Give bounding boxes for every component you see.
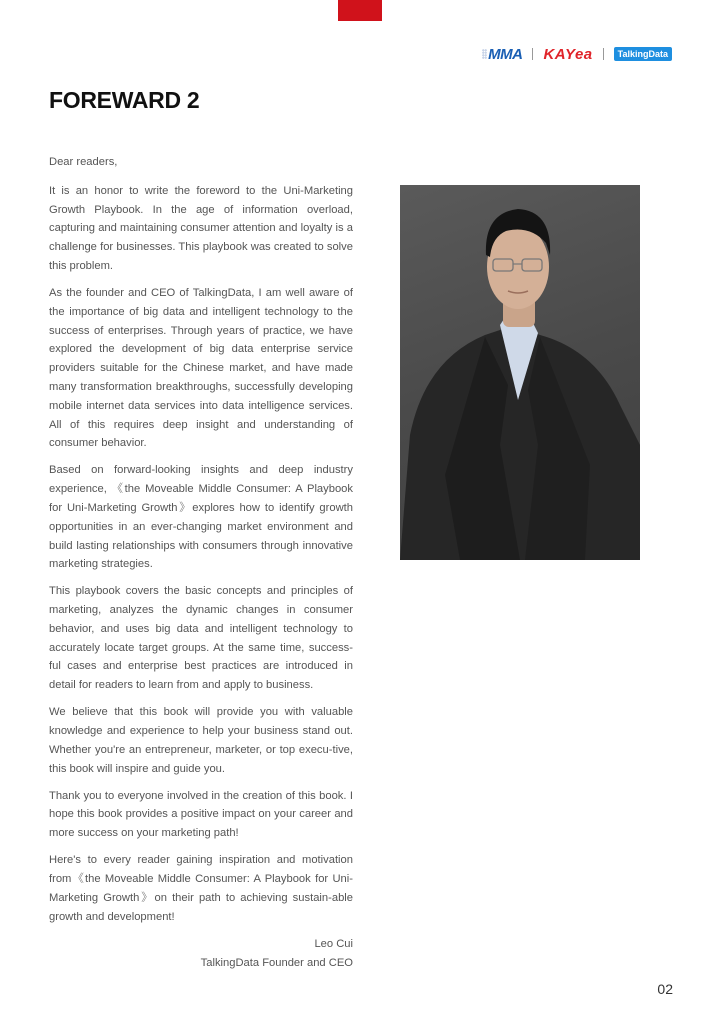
paragraph: Based on forward-looking insights and deep industry experience, 《the Moveable Middle Consumer: A Playbook for Uni-Marketing Growth》explores how to identify growth opportunities in an ever-changing market environment and build lasting relationships with consumers through innovative marketing strategies. (49, 464, 353, 571)
paragraph: This playbook covers the basic concepts and principles of marketing, analyzes the dynamic changes in consumer behavior, and uses big data and intelligent technology to accurately locate target groups. At the same time, success-ful cases and enterprise best practices are introduced in detail for readers to learn from and apply to business. (49, 585, 353, 692)
paragraph: We believe that this book will provide you with valuable knowledge and experience to help your business stand out. Whether you're an entrepreneur, marketer, or top execu-tive, this book will inspire and guide you. (49, 706, 353, 775)
top-red-tab (338, 0, 382, 21)
signature-block (49, 935, 353, 973)
foreword-body (49, 153, 353, 973)
page-title: FOREWARD 2 (49, 87, 200, 113)
logo-divider (603, 48, 604, 60)
paragraph: It is an honor to write the foreword to the Uni-Marketing Growth Playbook. In the age of information overload, capturing and maintaining consumer attention and loyalty is a challenge for businesses. This playbook was created to solve this problem. (49, 184, 353, 272)
kayea-logo: KAYea (543, 45, 593, 63)
logo-divider (532, 48, 533, 60)
page-number: 02 (657, 981, 673, 997)
portrait-illustration (400, 185, 640, 560)
paragraph: As the founder and CEO of TalkingData, I am well aware of the importance of big data and intelligent technology to the success of enterprises. Through years of practice, we have explored the development of big data enterprise service providers suitable for the Chinese market, and have made many transformation breakthroughs, successfully developing mobile internet data services into data intelligence services. All of this requires deep insight and understanding of consumer behavior. (49, 286, 353, 450)
mma-logo: MMA (482, 46, 522, 63)
paragraph: Here's to every reader gaining inspiration and motivation from《the Moveable Middle Consumer: A Playbook for Uni-Marketing Growth》on their path to achieving sustain-able growth and development! (49, 854, 353, 923)
paragraph: Thank you to everyone involved in the creation of this book. I hope this book provides a positive impact on your career and more success on your marketing path! (49, 789, 353, 840)
mma-logo-dots-icon (482, 49, 487, 59)
author-portrait-photo (400, 185, 640, 560)
greeting: Dear readers, (49, 156, 118, 168)
signature-title: TalkingData Founder and CEO (200, 956, 353, 969)
signature-name: Leo Cui (314, 937, 353, 950)
partner-logos (482, 45, 672, 63)
talkingdata-logo: TalkingData (614, 47, 672, 61)
